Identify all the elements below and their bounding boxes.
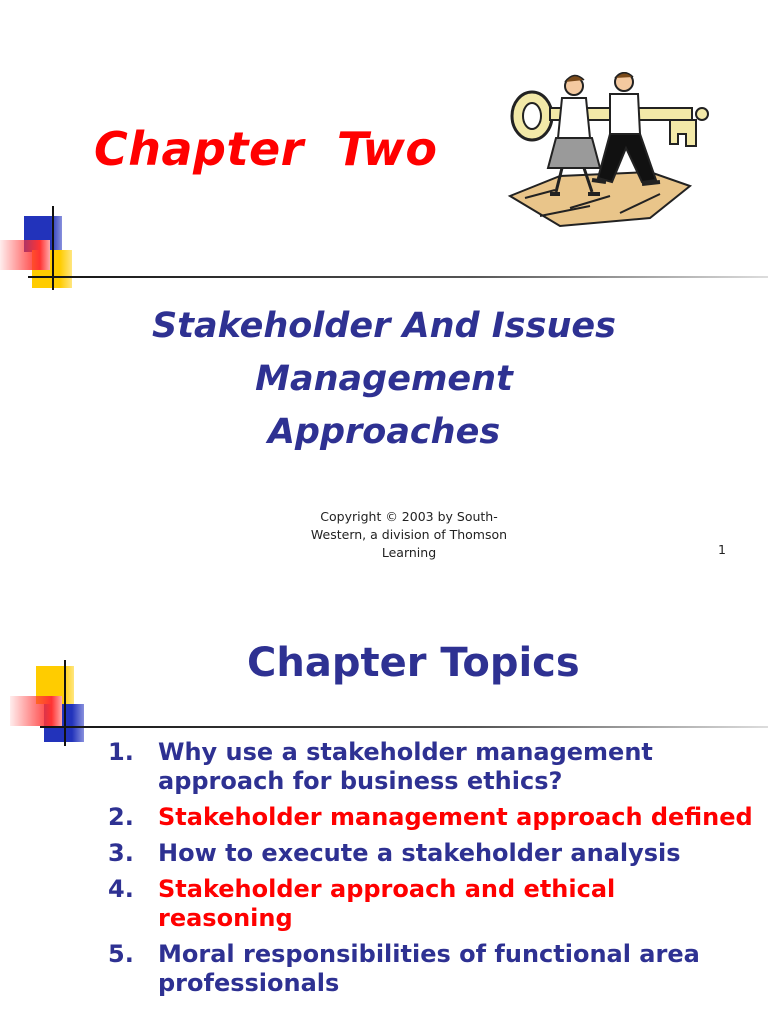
- deco-red-bar: [10, 696, 62, 726]
- page-number: 1: [718, 542, 726, 557]
- deco-red-bar: [0, 240, 50, 270]
- list-item: [108, 839, 758, 868]
- copyright-line: Learning: [381, 545, 437, 560]
- list-text: Stakeholder approach and ethical reasoning: [158, 875, 616, 932]
- slide-2: [0, 600, 768, 1024]
- topic-list: [108, 738, 758, 1005]
- slide-subtitle: [0, 300, 768, 459]
- two-people-carrying-key-clipart: [500, 68, 710, 228]
- list-number: 5.: [108, 940, 134, 968]
- list-item: [108, 875, 758, 933]
- list-text: Stakeholder management approach defined: [158, 803, 753, 831]
- list-text: Moral responsibilities of functional area professionals: [158, 940, 700, 997]
- list-number: 3.: [108, 839, 134, 867]
- title-underline-rule: [28, 276, 768, 278]
- subtitle-line: Stakeholder And Issues: [152, 306, 616, 346]
- subtitle-line: Approaches: [267, 412, 501, 452]
- subtitle-line: Management: [255, 359, 513, 399]
- slide-title: Chapter Two: [94, 122, 438, 176]
- deco-vertical-line: [64, 660, 66, 746]
- list-text: Why use a stakeholder management approach for business ethics?: [158, 738, 653, 795]
- slide-title: Chapter Topics: [247, 640, 580, 686]
- copyright-line: Western, a division of Thomson: [310, 527, 508, 542]
- list-item: [108, 803, 758, 832]
- list-number: 4.: [108, 875, 134, 903]
- list-item: [108, 940, 758, 998]
- list-number: 1.: [108, 738, 134, 766]
- copyright-notice: [290, 508, 528, 562]
- list-number: 2.: [108, 803, 134, 831]
- title-underline-rule: [40, 726, 768, 728]
- list-item: [108, 738, 758, 796]
- list-text: How to execute a stakeholder analysis: [158, 839, 681, 867]
- copyright-line: Copyright © 2003 by South-: [320, 509, 498, 524]
